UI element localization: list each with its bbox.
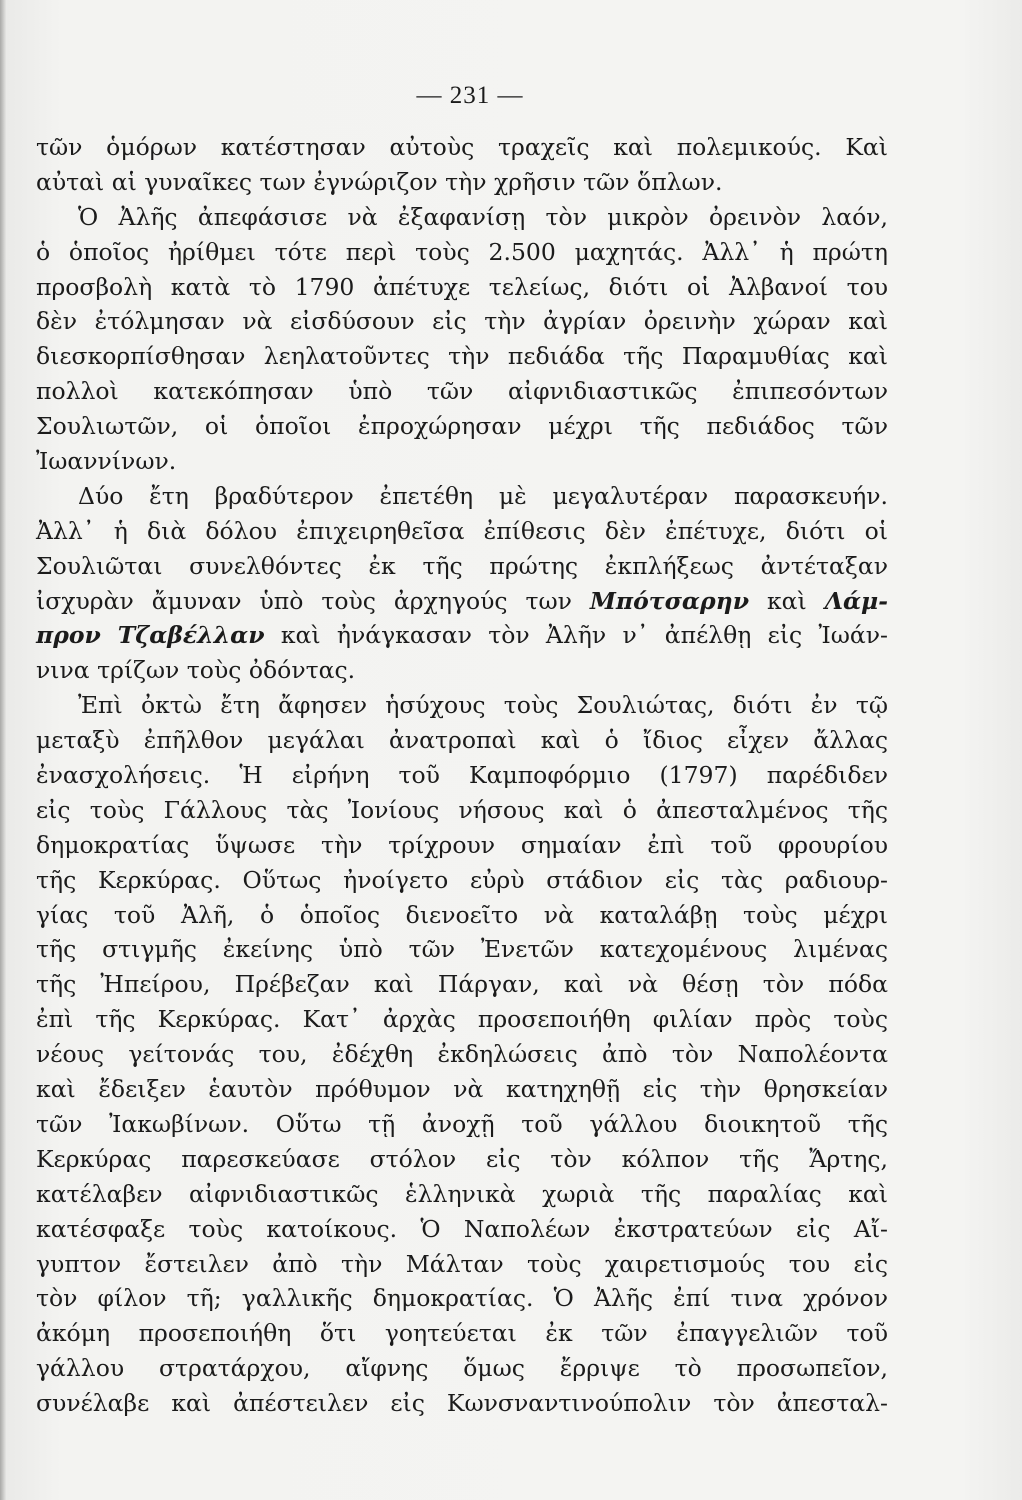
text-line [36, 304, 888, 339]
text-line [36, 1212, 888, 1247]
text-segment: καὶ [749, 586, 825, 615]
text-line [36, 863, 888, 898]
text-segment: διεσκορπίσθησαν λεηλατοῦντες τὴν πεδιάδα τῆς Παραμυθίας καὶ [36, 342, 888, 371]
text-line [36, 1351, 888, 1386]
text-line [36, 793, 888, 828]
text-line [36, 758, 888, 793]
text-segment: καὶ ἔδειξεν ἑαυτὸν πρόθυμον νὰ κατηχηθῇ εἰς τὴν θρησκείαν [36, 1075, 888, 1104]
text-line [36, 165, 888, 200]
text-segment: πολλοὶ κατεκόπησαν ὑπὸ τῶν αἰφνιδιαστικῶς ἐπιπεσόντων [36, 377, 888, 406]
text-segment: δὲν ἐτόλμησαν νὰ εἰσδύσουν εἰς τὴν ἀγρίαν ὀρεινὴν χώραν καὶ [36, 307, 888, 336]
text-line [36, 653, 888, 688]
text-segment: ὁ ὁποῖος ἠρίθμει τότε περὶ τοὺς 2.500 μαχητάς. Ἀλλ᾽ ἡ πρώτη [36, 237, 888, 266]
text-line [36, 1142, 888, 1177]
text-segment: νέους γείτονάς του, ἐδέχθη ἐκδηλώσεις ἀπὸ τὸν Ναπολέοντα [36, 1040, 888, 1069]
text-segment: τῆς στιγμῆς ἐκείνης ὑπὸ τῶν Ἐνετῶν κατεχομένους λιμένας [36, 935, 888, 964]
text-segment: Δύο ἔτη βραδύτερον ἐπετέθη μὲ μεγαλυτέραν παρασκευήν. [78, 481, 888, 510]
emphasized-name: Μπότσαρην [589, 586, 750, 615]
text-line [36, 723, 888, 758]
text-segment: τῆς Ἠπείρου, Πρέβεζαν καὶ Πάργαν, καὶ νὰ θέσῃ τὸν πόδα [36, 970, 888, 999]
text-segment: κατέσφαξε τοὺς κατοίκους. Ὁ Ναπολέων ἐκστρατεύων εἰς Αἴ- [36, 1214, 888, 1243]
text-segment: καὶ ἠνάγκασαν τὸν Ἀλῆν ν᾽ ἀπέλθῃ εἰς Ἰωάν- [264, 621, 889, 650]
text-segment: Σουλιωτῶν, οἱ ὁποῖοι ἐπροχώρησαν μέχρι τῆς πεδιάδος τῶν [36, 412, 888, 441]
text-line [36, 1002, 888, 1037]
text-line [36, 1247, 888, 1282]
text-line [36, 374, 888, 409]
text-segment: τὸν φίλον τῆ; γαλλικῆς δημοκρατίας. Ὁ Ἀλῆς ἐπί τινα χρόνον [36, 1284, 888, 1313]
body-text [36, 130, 888, 1421]
emphasized-name: Λάμ- [824, 586, 888, 615]
text-segment: Ἀλλ᾽ ἡ διὰ δόλου ἐπιχειρηθεῖσα ἐπίθεσις δὲν ἐπέτυχε, διότι οἱ [36, 516, 888, 545]
text-line [36, 444, 888, 479]
text-line [36, 1177, 888, 1212]
text-segment: Ἰωαννίνων. [36, 447, 177, 476]
text-line [36, 1072, 888, 1107]
text-line [36, 200, 888, 235]
text-line [36, 514, 888, 549]
text-segment: μεταξὺ ἐπῆλθον μεγάλαι ἀνατροπαὶ καὶ ὁ ἴδιος εἶχεν ἄλλας [36, 726, 888, 755]
text-line [36, 549, 888, 584]
text-line [36, 409, 888, 444]
text-segment: Ἐπὶ ὀκτὼ ἔτη ἄφησεν ἡσύχους τοὺς Σουλιώτας, διότι ἐν τῷ [78, 691, 888, 720]
text-segment: Ὁ Ἀλῆς ἀπεφάσισε νὰ ἐξαφανίσῃ τὸν μικρὸν ὀρεινὸν λαόν, [78, 202, 888, 231]
text-line [36, 1281, 888, 1316]
text-segment: τῆς Κερκύρας. Οὕτως ἠνοίγετο εὐρὺ στάδιον εἰς τὰς ραδιουρ- [36, 865, 888, 894]
text-line [36, 932, 888, 967]
text-line [36, 1316, 888, 1351]
text-line [36, 688, 888, 723]
text-segment: γίας τοῦ Ἀλῆ, ὁ ὁποῖος διενοεῖτο νὰ καταλάβῃ τοὺς μέχρι [36, 900, 888, 929]
text-segment: ἐνασχολήσεις. Ἡ εἰρήνη τοῦ Καμποφόρμιο (1797) παρέδιδεν [36, 761, 888, 790]
text-line [36, 339, 888, 374]
text-line [36, 479, 888, 514]
text-line [36, 967, 888, 1002]
text-segment: δημοκρατίας ὕψωσε τὴν τρίχρουν σημαίαν ἐπὶ τοῦ φρουρίου [36, 830, 888, 859]
text-segment: Σουλιῶται συνελθόντες ἐκ τῆς πρώτης ἐκπλήξεως ἀντέταξαν [36, 551, 888, 580]
text-line [36, 1107, 888, 1142]
text-line [36, 618, 888, 653]
text-line [36, 235, 888, 270]
emphasized-name: προν Τζαβέλλαν [36, 621, 265, 650]
page-number: — 231 — [416, 82, 524, 109]
text-line [36, 130, 888, 165]
text-line [36, 1386, 888, 1421]
text-line [36, 270, 888, 305]
text-segment: κατέλαβεν αἰφνιδιαστικῶς ἑλληνικὰ χωριὰ τῆς παραλίας καὶ [36, 1179, 888, 1208]
text-segment: γάλλου στρατάρχου, αἴφνης ὅμως ἔρριψε τὸ προσωπεῖον, [36, 1354, 888, 1383]
text-segment: αὐταὶ αἱ γυναῖκες των ἐγνώριζον τὴν χρῆσιν τῶν ὅπλων. [36, 167, 723, 196]
text-line [36, 1037, 888, 1072]
text-line [36, 898, 888, 933]
text-segment: νινα τρίζων τοὺς ὀδόντας. [36, 656, 356, 685]
page-binding-edge [0, 0, 6, 1500]
text-segment: συνέλαβε καὶ ἀπέστειλεν εἰς Κωνσναντινούπολιν τὸν ἀπεσταλ- [36, 1389, 888, 1418]
text-segment: Κερκύρας παρεσκεύασε στόλον εἰς τὸν κόλπον τῆς Ἄρτης, [36, 1144, 888, 1173]
text-segment: τῶν Ἰακωβίνων. Οὕτω τῇ ἀνοχῇ τοῦ γάλλου διοικητοῦ τῆς [36, 1109, 888, 1138]
text-line [36, 584, 888, 619]
text-segment: ἐπὶ τῆς Κερκύρας. Κατ᾽ ἀρχὰς προσεποιήθη φιλίαν πρὸς τοὺς [36, 1005, 888, 1034]
text-line [36, 828, 888, 863]
text-segment: ἰσχυρὰν ἄμυναν ὑπὸ τοὺς ἀρχηγούς των [36, 586, 590, 615]
text-segment: τῶν ὁμόρων κατέστησαν αὐτοὺς τραχεῖς καὶ πολεμικούς. Καὶ [36, 133, 888, 161]
text-segment: προσβολὴ κατὰ τὸ 1790 ἀπέτυχε τελείως, διότι οἱ Ἀλβανοί του [36, 272, 888, 301]
text-segment: εἰς τοὺς Γάλλους τὰς Ἰονίους νήσους καὶ ὁ ἀπεσταλμένος τῆς [36, 795, 888, 824]
text-segment: ἀκόμη προσεποιήθη ὅτι γοητεύεται ἐκ τῶν ἐπαγγελιῶν τοῦ [36, 1319, 888, 1348]
text-segment: γυπτον ἔστειλεν ἀπὸ τὴν Μάλταν τοὺς χαιρετισμούς του εἰς [36, 1249, 888, 1278]
